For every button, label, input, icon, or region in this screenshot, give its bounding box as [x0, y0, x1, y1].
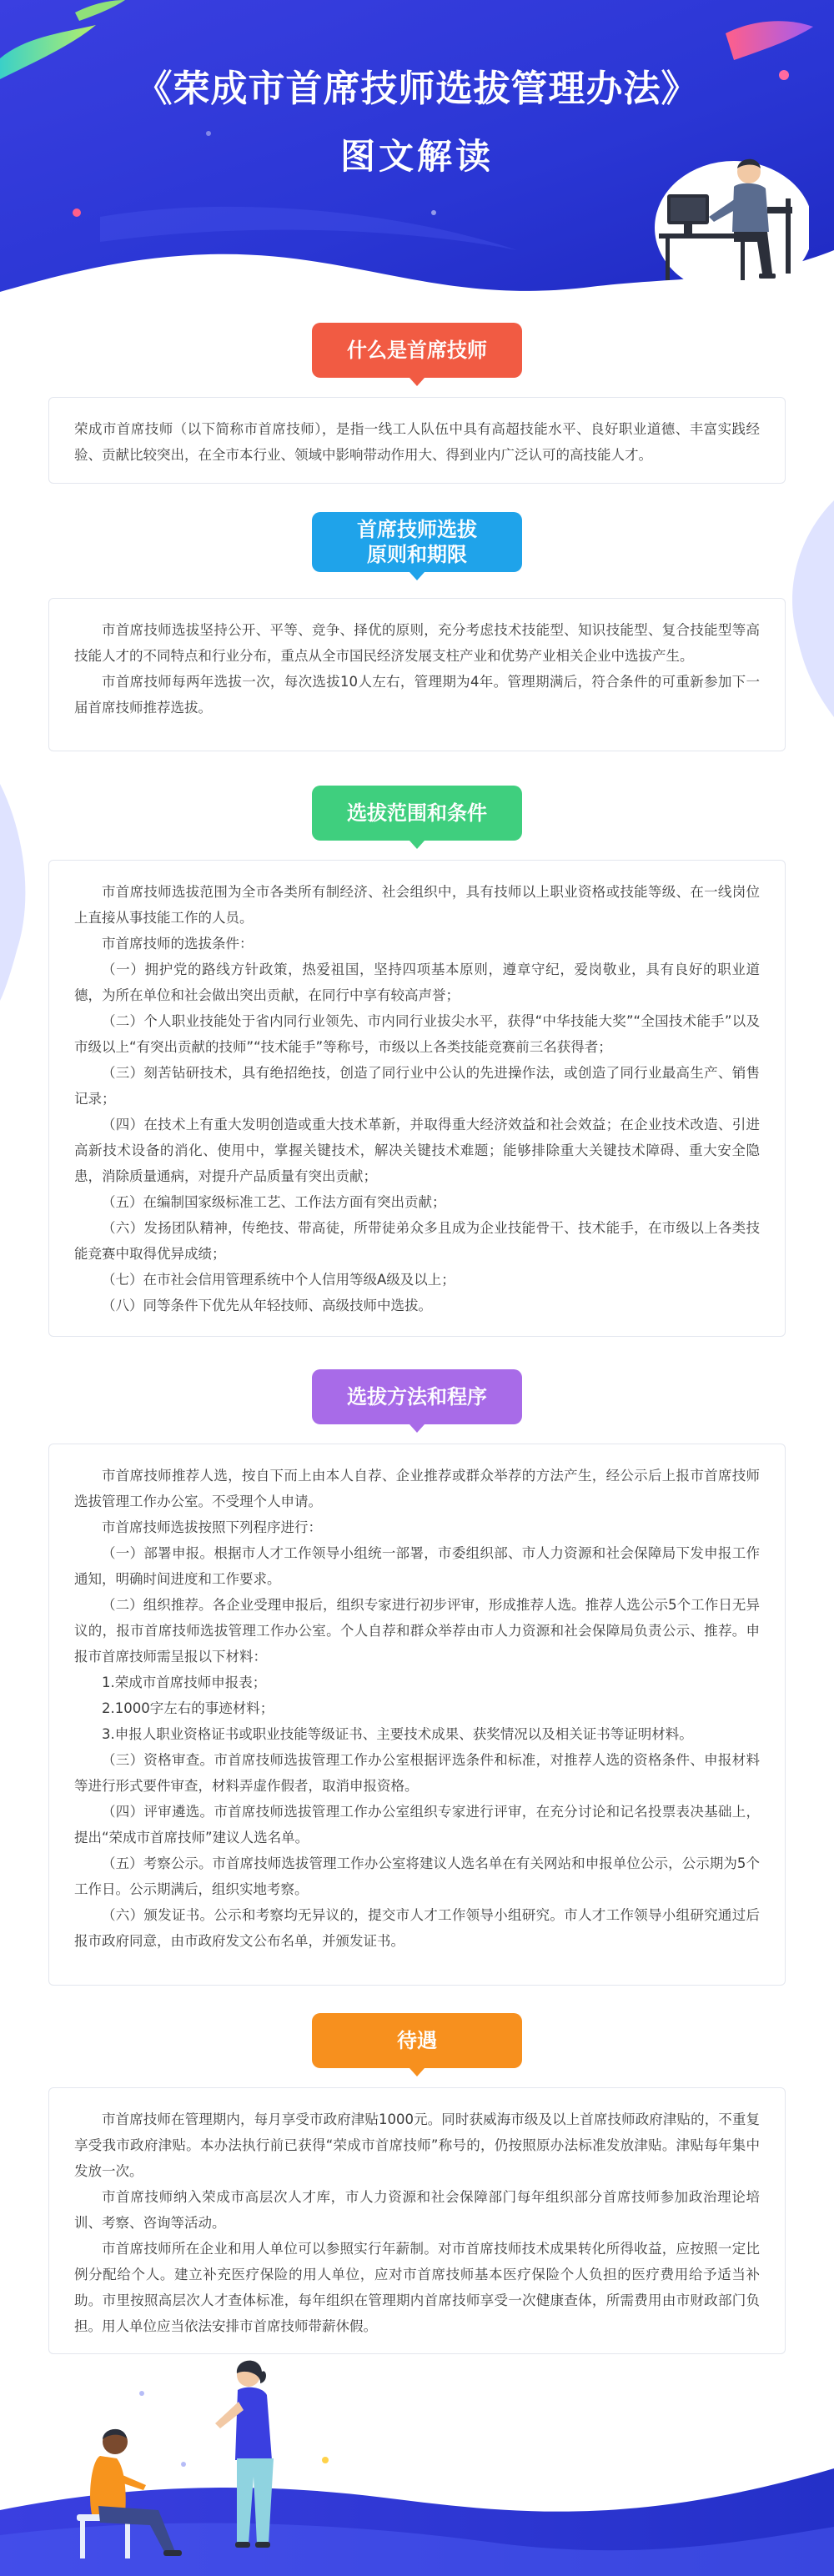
section-heading-label: 待遇 — [397, 2029, 437, 2052]
paragraph: 市首席技师选拔按照下列程序进行： — [102, 1519, 322, 1535]
paragraph: 市首席技师选拔范围为全市各类所有制经济、社会组织中，具有技师以上职业资格或技能等级、在一线岗位上直接从事技能工作的人员。 — [74, 884, 760, 926]
heading-pointer — [409, 378, 425, 386]
section-heading-principles — [312, 512, 522, 572]
footer-wave — [0, 2335, 834, 2576]
technician-illustration — [642, 148, 809, 290]
section-heading-procedure — [312, 1369, 522, 1424]
paragraph: （五）在编制国家级标准工艺、工作法方面有突出贡献； — [102, 1194, 446, 1210]
paragraph: （三）刻苦钻研技术，具有绝招绝技，创造了同行业中公认的先进操作法，或创造了同行业最高生产、销售记录； — [74, 1065, 760, 1107]
section-heading-label-line1: 首席技师选拔 — [357, 518, 477, 541]
page-title: 《荣成市首席技师选拔管理办法》 — [135, 68, 699, 110]
paragraph: 市首席技师的选拔条件： — [102, 936, 254, 952]
heading-pointer — [409, 1424, 425, 1433]
section-card-what-is — [48, 397, 786, 484]
paragraph: （五）考察公示。市首席技师选拔管理工作办公室将建议人选名单在有关网站和申报单位公示，公示期为5个工作日。公示期满后，组织实地考察。 — [74, 1855, 760, 1897]
hero-banner — [0, 0, 834, 334]
section-card-principles — [48, 598, 786, 751]
section-heading-label: 选拔方法和程序 — [347, 1385, 487, 1409]
heading-pointer — [409, 841, 425, 849]
paragraph: 市首席技师选拔坚持公开、平等、竞争、择优的原则，充分考虑技术技能型、知识技能型、复合技能型等高技能人才的不同特点和行业分布，重点从全市国民经济发展支柱产业和优势产业相关企业中选拔产生。 — [74, 622, 760, 664]
paragraph: （六）颁发证书。公示和考察均无异议的，提交市人才工作领导小组研究。市人才工作领导小组研究通过后报市政府同意，由市政府发文公布名单，并颁发证书。 — [74, 1907, 760, 1949]
heading-pointer — [409, 2068, 425, 2076]
section-heading-benefits — [312, 2013, 522, 2068]
section-heading-scope — [312, 786, 522, 841]
heading-pointer — [409, 572, 425, 580]
paragraph: 市首席技师所在企业和用人单位可以参照实行年薪制。对市首席技师技术成果转化所得收益，应按照一定比例分配给个人。建立补充医疗保险的用人单位，应对市首席技师基本医疗保险个人负担的医疗费用给予适当补助。市里按照高层次人才查体标准，每年组织在管理期内首席技师享受一次健康查体，所需费用由市财政部门负担。用人单位应当依法安排市首席技师带薪休假。 — [74, 2241, 760, 2334]
paragraph: 市首席技师推荐人选，按自下而上由本人自荐、企业推荐或群众举荐的方法产生，经公示后上报市首席技师选拔管理工作办公室。不受理个人申请。 — [74, 1468, 760, 1509]
paragraph: 3.申报人职业资格证书或职业技能等级证书、主要技术成果、获奖情况以及相关证书等证明材料。 — [102, 1726, 693, 1742]
paragraph: 市首席技师在管理期内，每月享受市政府津贴1000元。同时获威海市级及以上首席技师政府津贴的，不重复享受我市政府津贴。本办法执行前已获得“荣成市首席技师”称号的，仍按照原办法标准发放津贴。津贴每年集中发放一次。 — [74, 2112, 760, 2179]
footer-illustration — [0, 2335, 834, 2576]
section-heading-label: 什么是首席技师 — [347, 339, 487, 362]
section-card-procedure — [48, 1444, 786, 1986]
paragraph: （一）部署申报。根据市人才工作领导小组统一部署，市委组织部、市人力资源和社会保障局下发申报工作通知，明确时间进度和工作要求。 — [74, 1545, 760, 1587]
section-heading-what-is — [312, 323, 522, 378]
paragraph: 1.荣成市首席技师申报表； — [102, 1675, 267, 1690]
paragraph: （六）发扬团队精神，传绝技、带高徒，所带徒弟众多且成为企业技能骨干、技术能手，在市级以上各类技能竞赛中取得优异成绩； — [74, 1220, 760, 1262]
paragraph: （二）组织推荐。各企业受理申报后，组织专家进行初步评审，形成推荐人选。推荐人选公示5个工作日无异议的，报市首席技师选拔管理工作办公室。个人自荐和群众举荐由市人力资源和社会保障局负责公示、推荐。申报市首席技师需呈报以下材料： — [74, 1597, 760, 1665]
section-card-scope — [48, 860, 786, 1337]
paragraph: （七）在市社会信用管理系统中个人信用等级A级及以上； — [102, 1272, 455, 1288]
paragraph: 市首席技师每两年选拔一次，每次选拔10人左右，管理期为4年。管理期满后，符合条件的可重新参加下一届首席技师推荐选拔。 — [74, 674, 760, 716]
paragraph: （四）在技术上有重大发明创造或重大技术革新，并取得重大经济效益和社会效益；在企业技术改造、引进高新技术设备的消化、使用中，掌握关键技术，解决关键技术难题；能够排除重大关键技术障碍、重大安全隐患，消除质量通病，对提升产品质量有突出贡献； — [74, 1117, 760, 1184]
paragraph: （四）评审遴选。市首席技师选拔管理工作办公室组织专家进行评审，在充分讨论和记名投票表决基础上，提出“荣成市首席技师”建议人选名单。 — [74, 1804, 760, 1845]
section-heading-label-line2: 原则和期限 — [367, 543, 467, 566]
paragraph: （三）资格审查。市首席技师选拔管理工作办公室根据评选条件和标准，对推荐人选的资格条件、申报材料等进行形式要件审查，材料弄虚作假者，取消申报资格。 — [74, 1752, 760, 1794]
paragraph: （八）同等条件下优先从年轻技师、高级技师中选拔。 — [102, 1298, 432, 1313]
paragraph: 荣成市首席技师（以下简称市首席技师），是指一线工人队伍中具有高超技能水平、良好职业道德、丰富实践经验、贡献比较突出，在全市本行业、领域中影响带动作用大、得到业内广泛认可的高技能人才。 — [74, 421, 760, 463]
section-heading-label: 选拔范围和条件 — [347, 801, 487, 825]
paragraph: （二）个人职业技能处于省内同行业领先、市内同行业拔尖水平，获得“中华技能大奖”“全国技术能手”以及市级以上“有突出贡献的技师”“技术能手”等称号，市级以上各类技能竞赛前三名获得者； — [74, 1013, 760, 1055]
decorative-blob-left — [0, 784, 33, 1001]
decorative-blob-right — [784, 500, 834, 717]
page-subtitle: 图文解读 — [339, 136, 494, 177]
paragraph: 2.1000字左右的事迹材料； — [102, 1700, 274, 1716]
paragraph: （一）拥护党的路线方针政策，热爱祖国，坚持四项基本原则，遵章守纪，爱岗敬业，具有良好的职业道德，为所在单位和社会做出突出贡献，在同行中享有较高声誉； — [74, 962, 760, 1003]
section-card-benefits — [48, 2087, 786, 2354]
paragraph: 市首席技师纳入荣成市高层次人才库，市人力资源和社会保障部门每年组织部分首席技师参加政治理论培训、考察、咨询等活动。 — [74, 2189, 760, 2231]
